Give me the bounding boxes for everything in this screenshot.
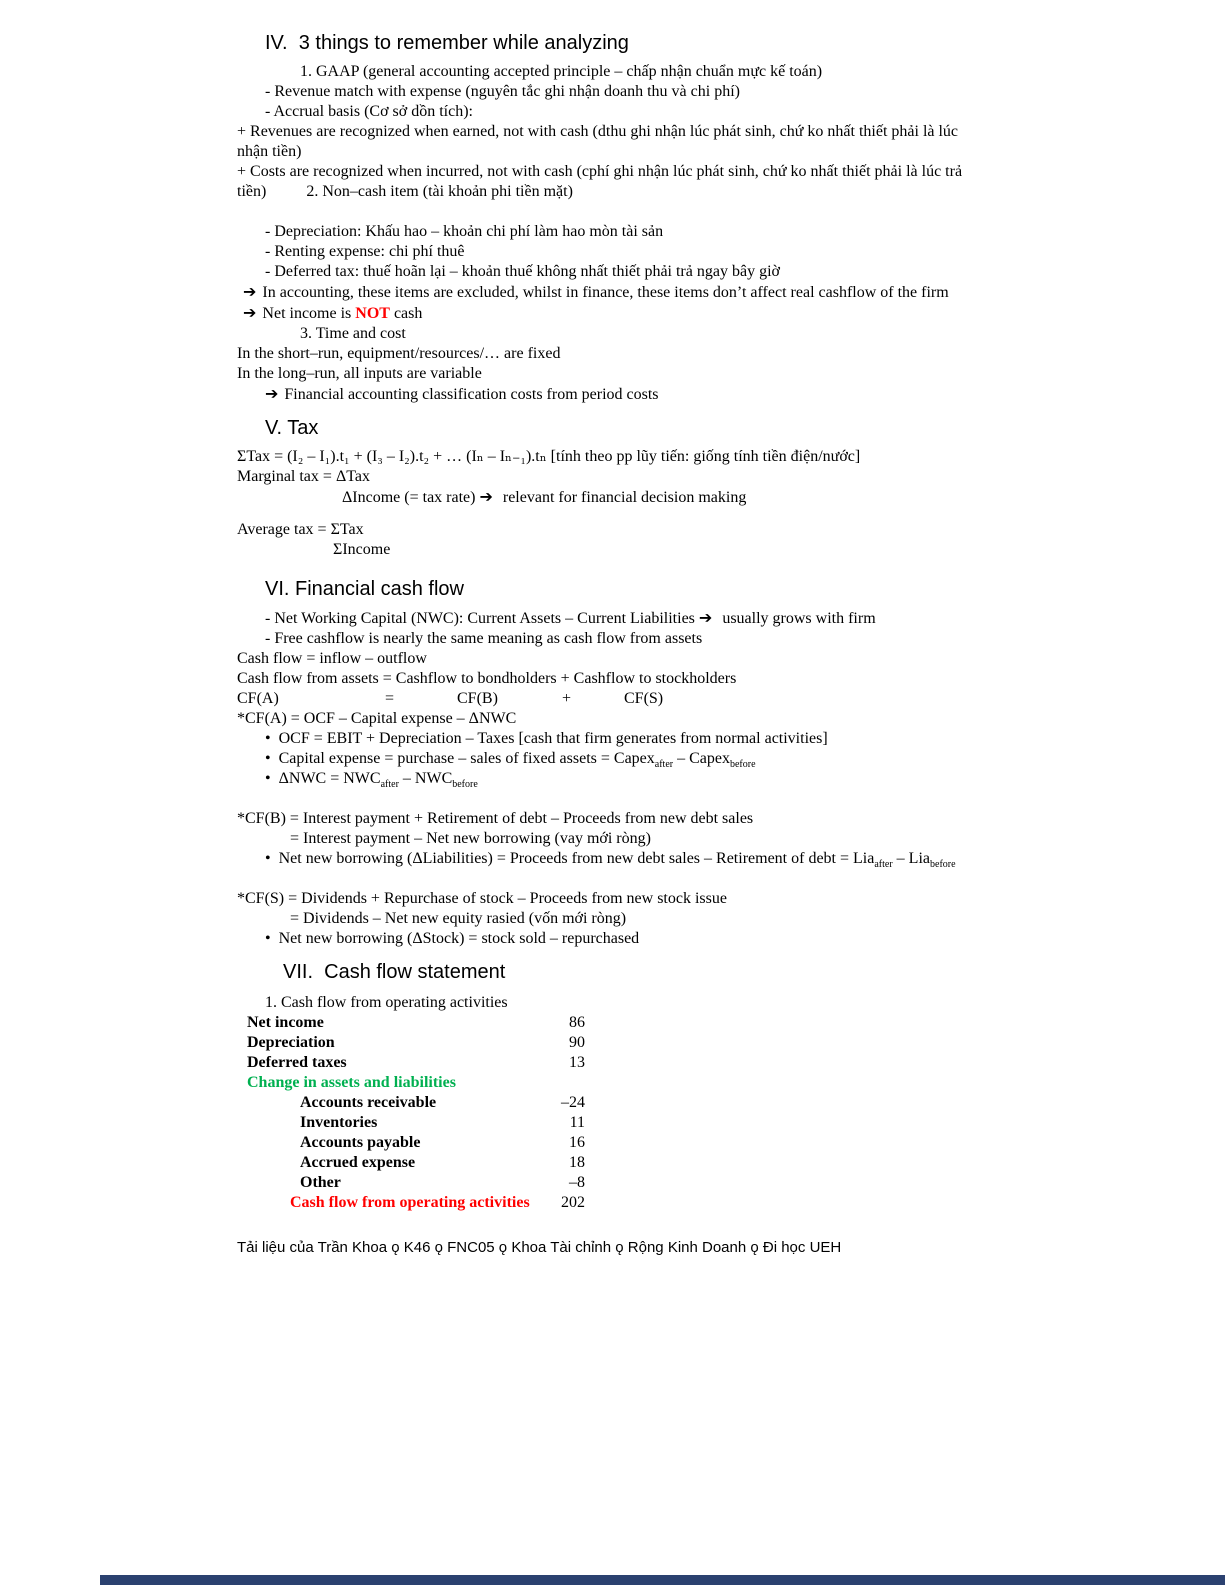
- formula-line: *CF(S) = Dividends + Repurchase of stock – Proceeds from new stock issue: [237, 890, 727, 907]
- arrow-note: [237, 282, 1082, 303]
- bullet-icon: •: [265, 730, 271, 747]
- subscript: before: [452, 779, 478, 791]
- formula-text: relevant for financial decision making: [498, 489, 747, 506]
- row-label: Accounts receivable: [300, 1094, 437, 1111]
- list-item: - Free cashflow is nearly the same meaning as cash flow from assets: [265, 630, 703, 647]
- note-text: In accounting, these items are excluded, whilst in finance, these items don’t affect real cashflow of the firm: [262, 284, 949, 301]
- list-item: 3. Time and cost: [300, 325, 406, 342]
- cf-equation-row: [237, 689, 1082, 709]
- arrow-icon: ➔: [243, 303, 257, 322]
- row-value: 18: [569, 1154, 585, 1171]
- bullet-text: – Lia: [892, 850, 930, 867]
- formula-line: ΣTax = (I₂ – I₁).t₁ + (I₃ – I₂).t₂ + … (Iₙ – Iₙ₋₁).tₙ [tính theo pp lũy tiến: giống tính tiền điện/nước]: [237, 448, 861, 465]
- formula-line: = Dividends – Net new equity rasied (vốn mới ròng): [290, 910, 627, 927]
- bullet-item: [237, 929, 1082, 949]
- list-text: - Net Working Capital (NWC): Current Assets – Current Liabilities: [265, 610, 699, 627]
- arrow-note: [237, 303, 1082, 324]
- row-value: 202: [561, 1194, 585, 1211]
- list-item: 1. GAAP (general accounting accepted principle – chấp nhận chuẩn mực kế toán): [300, 63, 823, 80]
- list-item: - Depreciation: Khấu hao – khoản chi phí làm hao mòn tài sản: [265, 223, 664, 240]
- row-label: Change in assets and liabilities: [247, 1074, 456, 1091]
- formula-line: *CF(B) = Interest payment + Retirement of debt – Proceeds from new debt sales: [237, 810, 754, 827]
- formula-line: [237, 540, 1082, 560]
- table-row: [237, 1093, 1082, 1113]
- row-label: Accounts payable: [300, 1134, 421, 1151]
- paragraph-line: In the short–run, equipment/resources/… are fixed: [237, 345, 561, 362]
- list-text: usually grows with firm: [718, 610, 876, 627]
- list-item: - Deferred tax: thuế hoãn lại – khoản thuế không nhất thiết phải trả ngay bây giờ: [265, 263, 780, 280]
- list-item: - Renting expense: chi phí thuê: [265, 243, 465, 260]
- row-label: Inventories: [300, 1114, 378, 1131]
- table-row: [237, 1133, 1082, 1153]
- bullet-item: [237, 729, 1082, 749]
- document-content: [237, 30, 1082, 1256]
- table-row: [237, 1173, 1082, 1193]
- arrow-icon: ➔: [265, 384, 279, 403]
- list-item: 1. Cash flow from operating activities: [265, 994, 508, 1011]
- table-row: [237, 1073, 1082, 1093]
- row-value: 13: [569, 1054, 585, 1071]
- footer-text: Tải liệu của Trần Khoa ǫ K46 ǫ FNC05 ǫ Khoa Tài chỉnh ǫ Rộng Kinh Doanh ǫ Đi học UEH: [237, 1239, 842, 1256]
- bullet-text: – NWC: [398, 770, 453, 787]
- subscript: after: [874, 859, 893, 871]
- bullet-icon: •: [265, 850, 271, 867]
- table-row: [237, 1053, 1082, 1073]
- paragraph-line: Cash flow = inflow – outflow: [237, 650, 427, 667]
- list-item: - Revenue match with expense (nguyên tắc ghi nhận doanh thu và chi phí): [265, 83, 740, 100]
- bullet-text: Capital expense = purchase – sales of fixed assets = Capex: [278, 750, 655, 767]
- table-row: [237, 1153, 1082, 1173]
- footer-bar: [100, 1575, 1225, 1585]
- formula-text: Average tax =: [237, 521, 331, 538]
- table-row: [237, 1193, 1082, 1213]
- list-item: - Accrual basis (Cơ sở dồn tích):: [265, 103, 473, 120]
- bullet-icon: •: [265, 770, 271, 787]
- row-label: Accrued expense: [300, 1154, 416, 1171]
- bullet-icon: •: [265, 930, 271, 947]
- row-value: –8: [569, 1174, 585, 1191]
- formula-line: [237, 520, 1082, 540]
- row-label: Deferred taxes: [247, 1054, 347, 1071]
- arrow-icon: ➔: [698, 608, 713, 627]
- arrow-icon: ➔: [479, 487, 493, 506]
- section-heading-iv: IV. 3 things to remember while analyzing: [265, 32, 629, 54]
- bullet-text: ΔNWC = NWC: [278, 770, 381, 787]
- note-text: cash: [389, 305, 423, 322]
- row-label: Net income: [247, 1014, 324, 1031]
- section-heading-vii: VII. Cash flow statement: [283, 961, 506, 983]
- equals-sign: =: [385, 690, 395, 707]
- bullet-text: – Capex: [673, 750, 730, 767]
- bullet-text: OCF = EBIT + Depreciation – Taxes [cash that firm generates from normal activities]: [278, 730, 828, 747]
- subscript: after: [654, 759, 674, 771]
- row-value: 90: [569, 1034, 585, 1051]
- bullet-icon: •: [265, 750, 271, 767]
- highlight-not: NOT: [355, 305, 390, 322]
- row-label: Depreciation: [247, 1034, 335, 1051]
- table-row: [237, 1013, 1082, 1033]
- bullet-item: [237, 849, 1082, 869]
- subscript: after: [380, 779, 399, 791]
- row-label: Cash flow from operating activities: [290, 1194, 530, 1211]
- cf-a: CF(A): [237, 690, 279, 707]
- formula-line: *CF(A) = OCF – Capital expense – ΔNWC: [237, 710, 517, 727]
- arrow-note: [237, 384, 1082, 405]
- paragraph-line: In the long–run, all inputs are variable: [237, 365, 482, 382]
- row-value: 86: [569, 1014, 585, 1031]
- paragraph-line: nhận tiền): [237, 143, 302, 160]
- fraction-numerator: ΣTax: [330, 521, 364, 538]
- formula-line: [237, 467, 1082, 487]
- row-label: Other: [300, 1174, 341, 1191]
- row-value: 11: [569, 1114, 585, 1131]
- section-heading-vi: VI. Financial cash flow: [265, 578, 464, 600]
- paragraph-line: + Costs are recognized when incurred, not with cash (cphí ghi nhận lúc phát sinh, chứ ko nhất thiết phải là lúc trả: [237, 163, 963, 180]
- section-heading-v: V. Tax: [265, 417, 319, 439]
- cf-b: CF(B): [457, 690, 498, 707]
- note-text: Financial accounting classification costs from period costs: [284, 386, 659, 403]
- fraction-denominator: ΣIncome: [333, 541, 391, 558]
- table-row: [237, 1033, 1082, 1053]
- paragraph-line: Cash flow from assets = Cashflow to bondholders + Cashflow to stockholders: [237, 670, 737, 687]
- paragraph-line: + Revenues are recognized when earned, not with cash (dthu ghi nhận lúc phát sinh, chứ ko nhất thiết phải là lúc: [237, 123, 959, 140]
- plus-sign: +: [562, 690, 572, 707]
- note-text: Net income is: [262, 305, 356, 322]
- row-value: 16: [569, 1134, 585, 1151]
- paragraph-line: tiền) 2. Non–cash item (tài khoản phi tiền mặt): [237, 183, 573, 200]
- bullet-item: [237, 769, 1082, 789]
- row-value: –24: [561, 1094, 585, 1111]
- formula-line: [237, 487, 1082, 508]
- formula-text: Marginal tax =: [237, 468, 336, 485]
- list-item: [237, 608, 1082, 629]
- bullet-item: [237, 749, 1082, 769]
- formula-line: = Interest payment – Net new borrowing (vay mới ròng): [290, 830, 651, 847]
- subscript: before: [930, 859, 956, 871]
- table-row: [237, 1113, 1082, 1133]
- bullet-text: Net new borrowing (ΔLiabilities) = Proceeds from new debt sales – Retirement of debt = Lia: [278, 850, 875, 867]
- arrow-icon: ➔: [243, 282, 257, 301]
- formula-text: (= tax rate): [400, 489, 480, 506]
- fraction-denominator: ΔIncome: [342, 489, 401, 506]
- fraction-numerator: ΔTax: [335, 468, 370, 485]
- subscript: before: [729, 759, 756, 771]
- bullet-text: Net new borrowing (ΔStock) = stock sold – repurchased: [278, 930, 640, 947]
- cf-s: CF(S): [624, 690, 664, 707]
